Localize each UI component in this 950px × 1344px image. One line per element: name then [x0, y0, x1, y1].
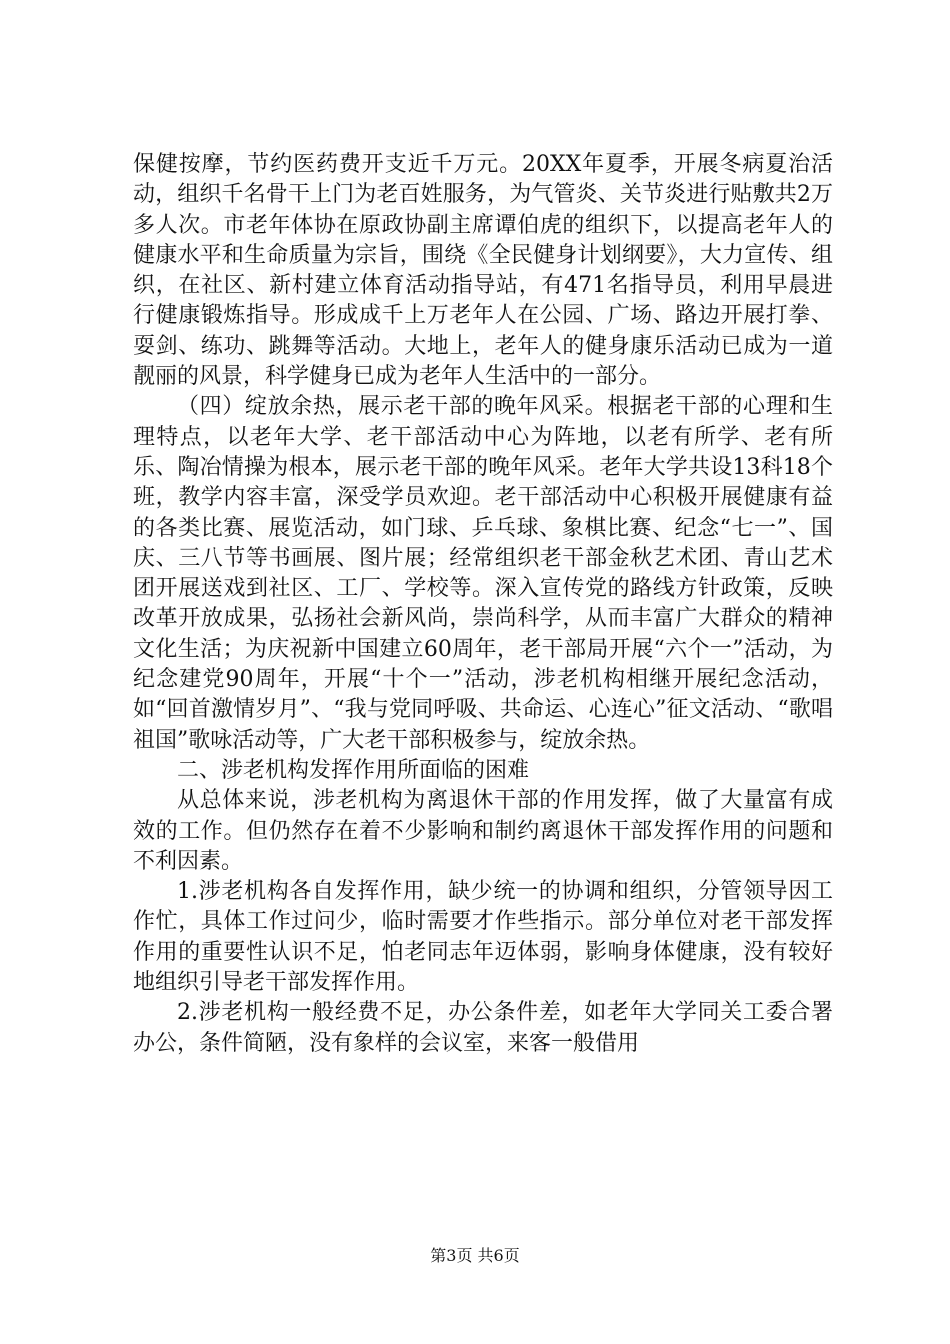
page-number-footer: 第3页 共6页: [430, 1246, 520, 1265]
document-body: [133, 150, 833, 1059]
paragraph-item-2: 2.涉老机构一般经费不足，办公条件差，如老年大学同关工委合署办公，条件简陋，没有象样的会议室，来客一般借用: [133, 1000, 833, 1056]
section-heading-difficulties: 二、涉老机构发挥作用所面临的困难: [177, 757, 530, 783]
paragraph-continued: 保健按摩，节约医药费开支近千万元。20XX年夏季，开展冬病夏治活动，组织千名骨干上门为老百姓服务，为气管炎、关节炎进行贴敷共2万多人次。市老年体协在原政协副主席谭伯虎的组织下，以提高老年人的健康水平和生命质量为宗旨，围绕《全民健身计划纲要》，大力宣传、组织，在社区、新村建立体育活动指导站，有471名指导员，利用早晨进行健康锻炼指导。形成成千上万老年人在公园、广场、路边开展打拳、耍剑、练功、跳舞等活动。大地上，老年人的健身康乐活动已成为一道靓丽的风景，科学健身已成为老年人生活中的一部分。: [133, 152, 833, 390]
paragraph-section-four: （四）绽放余热，展示老干部的晚年风采。根据老干部的心理和生理特点，以老年大学、老干部活动中心为阵地，以老有所学、老有所乐、陶冶情操为根本，展示老干部的晚年风采。老年大学共设13科18个班，教学内容丰富，深受学员欢迎。老干部活动中心积极开展健康有益的各类比赛、展览活动，如门球、乒乓球、象棋比赛、纪念“七一”、国庆、三八节等书画展、图片展；经常组织老干部金秋艺术团、青山艺术团开展送戏到社区、工厂、学校等。深入宣传党的路线方针政策，反映改革开放成果，弘扬社会新风尚，崇尚科学，从而丰富广大群众的精神文化生活；为庆祝新中国建立60周年，老干部局开展“六个一”活动，为纪念建党90周年，开展“十个一”活动，涉老机构相继开展纪念活动，如“回首激情岁月”、“我与党同呼吸、共命运、心连心”征文活动、“歌唱祖国”歌咏活动等，广大老干部积极参与，绽放余热。: [133, 394, 833, 753]
paragraph-item-1: 1.涉老机构各自发挥作用，缺少统一的协调和组织，分管领导因工作忙，具体工作过问少，临时需要才作些指示。部分单位对老干部发挥作用的重要性认识不足，怕老同志年迈体弱，影响身体健康，没有较好地组织引导老干部发挥作用。: [133, 879, 833, 996]
paragraph-overview: 从总体来说，涉老机构为离退休干部的作用发挥，做了大量富有成效的工作。但仍然存在着不少影响和制约离退休干部发挥作用的问题和不利因素。: [133, 788, 833, 874]
